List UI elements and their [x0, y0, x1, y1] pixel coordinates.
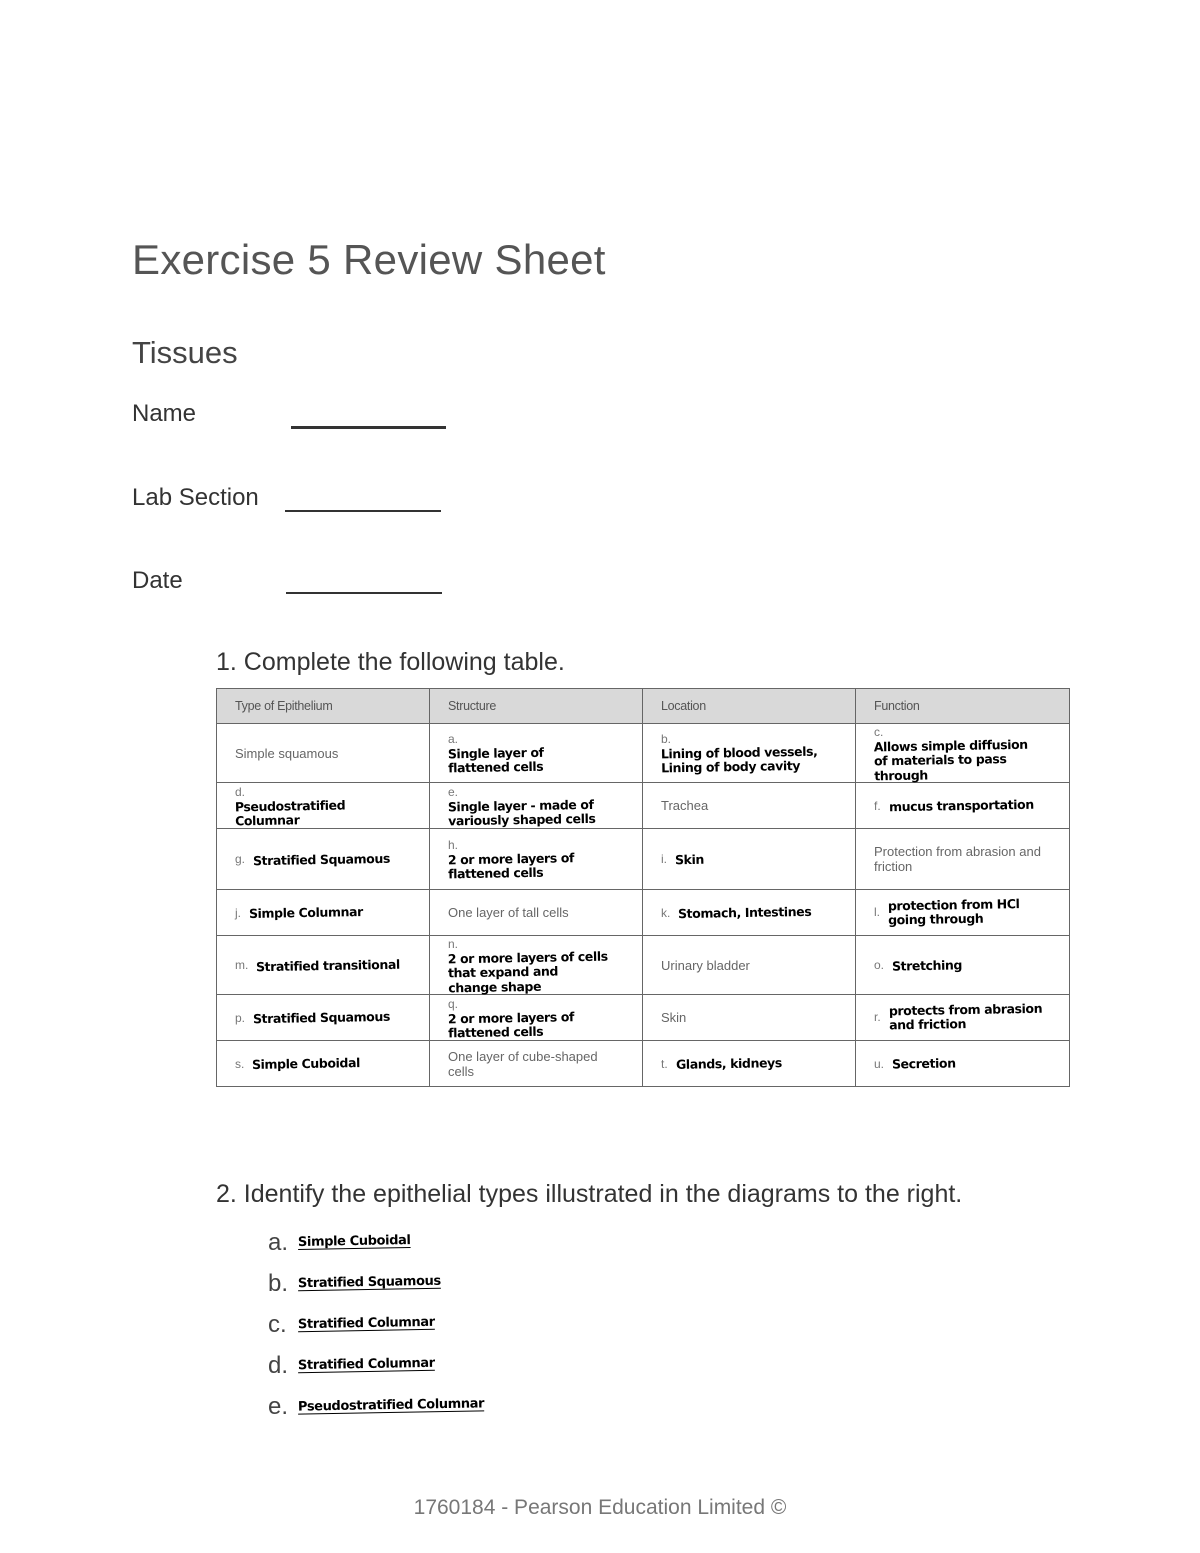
column-header: Function — [856, 689, 1070, 724]
table-cell[interactable] — [430, 936, 643, 995]
table-cell[interactable] — [643, 1041, 856, 1087]
handwritten-answer: Stratified Squamous — [252, 850, 391, 868]
handwritten-answer: Simple Cuboidal — [252, 1055, 361, 1073]
column-header: Type of Epithelium — [217, 689, 430, 724]
handwritten-answer[interactable]: Pseudostratified Columnar — [297, 1396, 485, 1415]
printed-text: One layer of cube-shaped cells — [448, 1048, 598, 1079]
cell-letter-label: h. — [448, 838, 459, 853]
printed-text: Skin — [661, 1010, 687, 1026]
table-cell[interactable] — [856, 890, 1070, 936]
handwritten-answer: 2 or more layers of flattened cells — [447, 1009, 575, 1041]
table-cell[interactable] — [856, 995, 1070, 1041]
table-cell[interactable] — [217, 783, 430, 829]
lab-section-label: Lab Section — [132, 484, 259, 511]
table-cell — [643, 995, 856, 1041]
printed-text: Urinary bladder — [661, 957, 750, 973]
handwritten-answer: Stratified transitional — [256, 956, 401, 974]
footer-copyright: 1760184 - Pearson Education Limited © — [413, 1496, 787, 1519]
handwritten-answer[interactable]: Simple Cuboidal — [297, 1233, 411, 1251]
table-cell — [856, 829, 1070, 890]
table-cell[interactable] — [217, 829, 430, 890]
handwritten-answer: Stretching — [891, 957, 963, 974]
handwritten-answer[interactable]: Stratified Squamous — [297, 1273, 441, 1292]
table-cell[interactable] — [217, 890, 430, 936]
cell-letter-label: o. — [874, 958, 885, 973]
table-row — [217, 890, 1070, 936]
handwritten-answer: Single layer - made of variously shaped cells — [447, 796, 596, 829]
cell-letter-label: p. — [235, 1010, 246, 1025]
cell-letter-label: a. — [448, 732, 459, 747]
printed-text: One layer of tall cells — [448, 905, 569, 921]
handwritten-answer: Single layer of flattened cells — [447, 744, 544, 776]
section-subtitle: Tissues — [132, 335, 238, 370]
cell-letter-label: s. — [235, 1056, 245, 1071]
answer-item — [268, 1304, 484, 1345]
table-cell[interactable] — [430, 783, 643, 829]
table-row — [217, 936, 1070, 995]
cell-letter-label: e. — [448, 784, 459, 799]
name-label: Name — [132, 400, 197, 427]
table-cell[interactable] — [856, 783, 1070, 829]
cell-letter-label: m. — [235, 958, 249, 973]
cell-letter-label: u. — [874, 1056, 885, 1071]
handwritten-answer: 2 or more layers of cells that expand and change shape — [447, 948, 608, 996]
lab-section-field-line[interactable] — [285, 510, 441, 512]
table-row — [217, 829, 1070, 890]
table-cell[interactable] — [856, 1041, 1070, 1087]
table-row — [217, 724, 1070, 783]
table-cell — [430, 1041, 643, 1087]
question-1-prompt: 1. Complete the following table. — [216, 648, 565, 676]
cell-letter-label: f. — [874, 798, 881, 813]
answer-item — [268, 1345, 484, 1386]
cell-letter-label: k. — [661, 905, 671, 920]
cell-letter-label: q. — [448, 996, 459, 1011]
handwritten-answer[interactable]: Stratified Columnar — [297, 1314, 435, 1333]
answer-item — [268, 1222, 484, 1263]
handwritten-answer: 2 or more layers of flattened cells — [447, 850, 575, 883]
handwritten-answer: protection from HCl going through — [887, 896, 1020, 929]
cell-letter-label: l. — [874, 905, 880, 920]
answer-letter: a. — [268, 1228, 289, 1256]
handwritten-answer: Simple Columnar — [248, 904, 363, 922]
table-row — [217, 783, 1070, 829]
table-cell[interactable] — [217, 936, 430, 995]
handwritten-answer: mucus transportation — [888, 796, 1034, 815]
table-cell — [430, 890, 643, 936]
table-row — [217, 995, 1070, 1041]
answer-letter: e. — [268, 1392, 289, 1420]
table-cell[interactable] — [217, 1041, 430, 1087]
table-row — [217, 1041, 1070, 1087]
epithelium-table — [216, 688, 1070, 1087]
question-2-answers — [268, 1222, 484, 1427]
cell-letter-label: g. — [235, 852, 246, 867]
handwritten-answer: Allows simple diffusion of materials to pass through — [873, 736, 1028, 784]
table-cell[interactable] — [430, 829, 643, 890]
table-cell — [643, 783, 856, 829]
table-cell[interactable] — [217, 995, 430, 1041]
cell-letter-label: n. — [448, 937, 459, 952]
cell-letter-label: j. — [235, 905, 241, 920]
answer-letter: d. — [268, 1351, 289, 1379]
answer-letter: b. — [268, 1269, 289, 1297]
table-cell[interactable] — [430, 724, 643, 783]
column-header: Structure — [430, 689, 643, 724]
printed-text: Protection from abrasion and friction — [874, 844, 1041, 875]
table-cell — [217, 724, 430, 783]
column-header: Location — [643, 689, 856, 724]
cell-letter-label: d. — [235, 784, 246, 799]
page-title: Exercise 5 Review Sheet — [132, 236, 606, 283]
table-header-row — [217, 689, 1070, 724]
table-cell[interactable] — [643, 829, 856, 890]
cell-letter-label: t. — [661, 1056, 668, 1071]
handwritten-answer: protects from abrasion and friction — [888, 1001, 1042, 1034]
handwritten-answer: Glands, kidneys — [675, 1055, 782, 1073]
table-cell[interactable] — [430, 995, 643, 1041]
cell-letter-label: i. — [661, 852, 667, 867]
table-cell[interactable] — [643, 724, 856, 783]
handwritten-answer: Pseudostratified Columnar — [234, 797, 346, 829]
table-cell[interactable] — [856, 936, 1070, 995]
date-label: Date — [132, 567, 183, 594]
table-cell — [643, 936, 856, 995]
question-2-prompt: 2. Identify the epithelial types illustrated in the diagrams to the right. — [216, 1180, 963, 1208]
handwritten-answer[interactable]: Stratified Columnar — [297, 1355, 435, 1374]
cell-letter-label: r. — [874, 1010, 881, 1025]
answer-item — [268, 1263, 484, 1304]
table-cell[interactable] — [856, 724, 1070, 783]
cell-letter-label: c. — [874, 725, 884, 739]
handwritten-answer: Skin — [674, 851, 705, 867]
name-field-line[interactable] — [291, 426, 446, 429]
answer-item — [268, 1386, 484, 1427]
printed-text: Simple squamous — [235, 745, 339, 761]
handwritten-answer: Lining of blood vessels, Lining of body cavity — [660, 743, 818, 776]
table-cell[interactable] — [643, 890, 856, 936]
handwritten-answer: Secretion — [891, 1055, 956, 1072]
date-field-line[interactable] — [286, 592, 442, 594]
printed-text: Trachea — [661, 798, 709, 814]
handwritten-answer: Stratified Squamous — [252, 1009, 391, 1027]
answer-letter: c. — [268, 1310, 287, 1338]
cell-letter-label: b. — [661, 732, 672, 747]
handwritten-answer: Stomach, Intestines — [678, 903, 812, 922]
